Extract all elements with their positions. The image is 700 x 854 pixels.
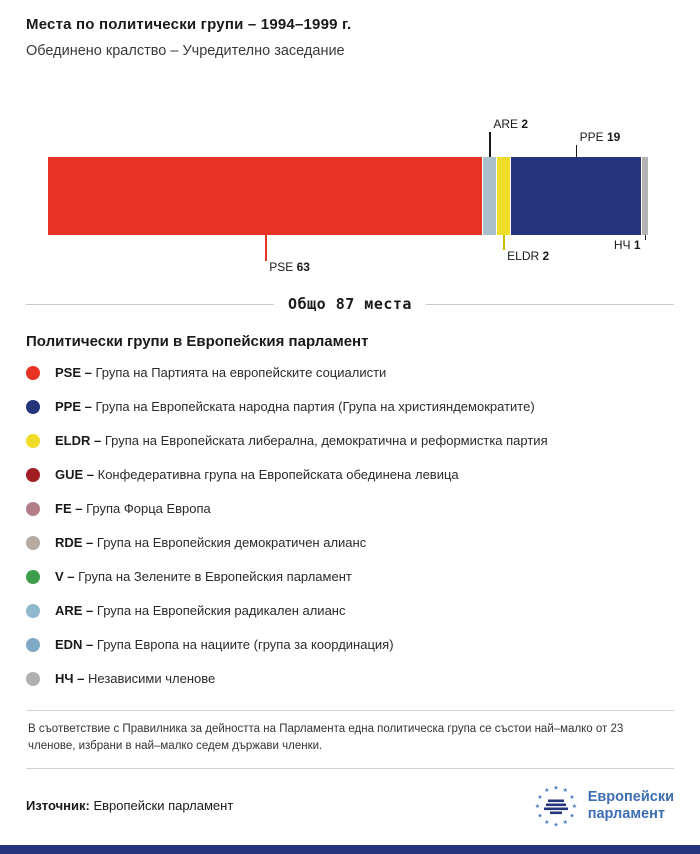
legend-item-label: FE – Група Форца Европа [55, 501, 211, 516]
svg-text:★: ★ [537, 793, 543, 801]
bar-segment-ARE [482, 157, 496, 235]
segment-label-ELDR: ELDR 2 [507, 249, 550, 263]
legend-item-label: V – Група на Зелените в Европейския парламент [55, 569, 352, 584]
legend-item-label: RDE – Група на Европейския демократичен алианс [55, 535, 367, 550]
svg-text:★: ★ [534, 802, 540, 810]
legend-item-ARE [26, 603, 674, 618]
ep-logo-icon [533, 783, 579, 829]
bar-segment-PPE [510, 157, 641, 235]
source-label: Източник: [26, 798, 90, 813]
total-rule-right [426, 304, 674, 305]
svg-text:★: ★ [569, 793, 575, 801]
leader-line-НЧ [645, 235, 647, 240]
leader-line-ELDR [503, 235, 505, 250]
bar-segment-НЧ [641, 157, 648, 235]
legend-color-dot [26, 604, 40, 618]
ep-logo-text [588, 789, 674, 822]
legend-item-FE [26, 501, 674, 516]
svg-text:★: ★ [562, 786, 568, 794]
svg-text:★: ★ [543, 786, 550, 794]
bar-segment-ELDR [496, 157, 510, 235]
source-value: Европейски парламент [93, 798, 234, 813]
segment-label-НЧ: НЧ 1 [613, 238, 641, 252]
legend-item-label: ARE – Група на Европейския радикален алианс [55, 603, 346, 618]
total-seats-label: Общо 87 места [288, 295, 412, 313]
ep-logo-line2: парламент [587, 805, 665, 822]
legend-item-НЧ [26, 671, 674, 686]
leader-line-ARE [489, 132, 491, 157]
legend-color-dot [26, 672, 40, 686]
svg-text:★: ★ [543, 818, 550, 826]
segment-label-ARE: ARE 2 [493, 117, 529, 131]
source-row [26, 783, 674, 829]
legend-item-label: ELDR – Група на Европейската либерална, демократична и реформистка партия [55, 433, 548, 448]
legend-item-GUE [26, 467, 674, 482]
legend-item-EDN [26, 637, 674, 652]
bottom-bar [0, 845, 700, 854]
legend-item-label: PPE – Група на Европейската народна партия (Група на християндемократите) [55, 399, 535, 414]
page-subtitle: Обединено кралство – Учредително заседание [26, 43, 345, 59]
legend-item-ELDR [26, 433, 674, 448]
total-rule-left [26, 304, 274, 305]
segment-label-PPE: PPE 19 [579, 130, 621, 144]
seats-bar-chart [48, 117, 648, 277]
legend-item-RDE [26, 535, 674, 550]
legend-item-label: EDN – Група Европа на нациите (група за координация) [55, 637, 394, 652]
legend-color-dot [26, 570, 40, 584]
footnote: В съответствие с Правилника за дейността на Парламента една политическа група се състои най–малко от 23 членове, избрани в най–малко седем държави членки. [26, 710, 674, 769]
svg-text:★: ★ [571, 802, 577, 810]
svg-text:★: ★ [553, 784, 559, 791]
legend-color-dot [26, 468, 40, 482]
legend-list [26, 365, 674, 686]
legend-color-dot [26, 400, 40, 414]
ep-logo [533, 783, 674, 829]
leader-line-PPE [576, 145, 578, 157]
legend-item-label: НЧ – Независими членове [55, 671, 216, 686]
page-title: Места по политически групи – 1994–1999 г. [26, 16, 352, 33]
segment-label-PSE: PSE 63 [269, 260, 310, 274]
svg-text:★: ★ [569, 811, 575, 819]
legend-item-V [26, 569, 674, 584]
legend-item-label: GUE – Конфедеративна група на Европейската обединена левица [55, 467, 459, 482]
svg-text:★: ★ [553, 821, 559, 828]
ep-logo-line1: Европейски [587, 788, 674, 805]
legend-color-dot [26, 366, 40, 380]
legend-color-dot [26, 638, 40, 652]
source-text [26, 798, 233, 813]
legend-item-PPE [26, 399, 674, 414]
legend-color-dot [26, 536, 40, 550]
bar-segment-PSE [48, 157, 482, 235]
total-seats-row [26, 295, 674, 313]
svg-text:★: ★ [562, 818, 568, 826]
legend-item-PSE [26, 365, 674, 380]
legend-title: Политически групи в Европейския парламент [26, 333, 369, 350]
legend-color-dot [26, 434, 40, 448]
legend-item-label: PSE – Група на Партията на европейските социалисти [55, 365, 387, 380]
svg-text:★: ★ [537, 811, 543, 819]
legend-color-dot [26, 502, 40, 516]
leader-line-PSE [265, 235, 267, 261]
stacked-bar [48, 157, 648, 235]
